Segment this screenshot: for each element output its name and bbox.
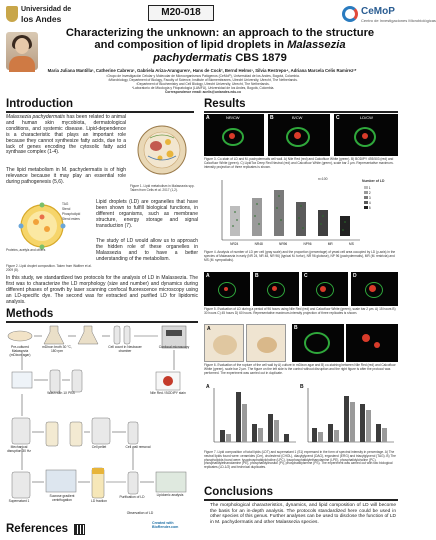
method-step-disruption: Mechanical disruption 30 Hz (7, 445, 31, 453)
figure-6-panel-a-disrupted (246, 324, 286, 362)
figure-2-legend-bottom: Proteins, acetyls and others (6, 248, 46, 252)
method-step-stain: Nile Red / BODIPY stain (150, 391, 186, 395)
figure-1-lipid-metabolism (130, 124, 194, 184)
figure-4-caption: Figure 4. Analysis of number of LD per cell (gray scale) and the proportion (percentage) of yeast cell area occupied by LD (y-axis) in the species of Malassezia in early (NR 24, NR 48, NR 96) (typical M. furfur), NR 96 globose), NP 96 (pachydermatis), MR (M. restricta) and MS (M. sympodialis). (204, 250, 396, 262)
figure-4-n: n=100 (318, 177, 328, 181)
qr-code-icon[interactable] (74, 524, 85, 535)
affiliation-4: ⁴Laboratorio de Micología y Fitopatología (LAMFU), Universidad de los Andes, Bogotá, Colombia. (131, 86, 275, 91)
method-step-confocal: Confocal microscopy (158, 345, 190, 349)
cemop-circle-icon (342, 6, 358, 22)
cemop-logo-subtitle: Centro de Investigaciones Microbiológicas (361, 18, 436, 23)
figure-4-x-labels: NR24 NR48 NR96 NP96 MR MS (230, 242, 354, 246)
method-step-purification: Purification of LD (119, 495, 145, 499)
method-step-preculture: Pre-cultured Malassezia (mDixon agar) (9, 345, 31, 357)
figure-4-legend-title: Number of LD (362, 179, 385, 183)
intro-paragraph-2: The lipid metabolism in M. pachydermatis is of high relevance because it may play an essential role during pathogenesis (5,6). (6, 167, 126, 185)
author-list: Maria Juliana Mantilla¹, Catherine Cabrera¹, Gabriela Ariza-Aranguren¹, Hans de Cock², Bernd Helms³, Silvia Restrepo⁴, Adriana Marcela Celis Ramirez¹* (47, 68, 357, 73)
title-line-2: and composition of lipid droplets in Malassezia (94, 39, 346, 52)
legend-phospholipid: Phospholipid (62, 212, 81, 216)
conclusions-text: The morphological characteristics, dynamics, and lipid composition of LD will become the basis for an in-depth analysis. The protocols standardized here could be used in other species of this genus. Further analyses can be used to disclose the function of LD in M. pachydermatis and other Malassezia species. (210, 503, 396, 526)
intro-paragraph-5: In this study, we standardized two protocols for the analysis of LD in Malassezia. The first was to characterize the LD morphology (size and number) and dynamics during different phases of growth by laser scanning confocal fluorescence microscopy using an LD-specific dye. The second was for extracted and purified LD for lipidomic analysis. (6, 275, 198, 305)
correspondence-email: Correspondence email: acelis@uniandes.edu.co (165, 90, 241, 95)
intro-paragraph-1: Malassezia pachydermatis has been related to animal and human skin mycobiota, dermatological conditions, and systemic disease. Lipid-dependence is a characteristic that plays an important role because they cannot synthesize fatty acids, due to a lack of genes encoding the cytosolic fatty acid synthase complex (1-4). (6, 114, 126, 156)
intro-paragraph-4: The study of LD would allow us to approach the hidden role of these organelles in Malassezia and to have a better understanding of the metabolism. (96, 238, 198, 262)
figure-7-label-b: B (300, 384, 304, 390)
figure-4-legend: 1 2 3 4 5 (364, 186, 394, 211)
figure-5-caption: Figure 5. Evaluation of LD during a period of 96 hours using Nile Red (red) and Calcofluor White (green), scale bar 2 µm. A) 15 hours B) 30 hours C) 45 hours D) 60 hours. Representative maximum-intensity projection of three replicates is shown. (204, 307, 396, 315)
title-line-1: Characterizing the unknown: an approach to the structure (65, 27, 375, 39)
figure-3-panel-b: B B/CW (268, 114, 330, 156)
figure-2-legend (62, 202, 92, 222)
figure-6-caption: Figure 6. Evaluation of the rupture of the cell wall by A) culture in mDixon agar and B) co-staining between Nile Red (red) and Calcofluor White (green), scale bar 2 µm. The figure on the left side is the control without disruption and the right figure is after the protocol was performed. The experiment was carried out in duplicate. (204, 363, 396, 375)
title-line-3: pachydermatis CBS 1879 (153, 51, 287, 64)
method-step-cell-count: Cell count in Neubauer chamber (108, 345, 142, 353)
method-step-lipidomics: Lipidomic analysis (156, 493, 184, 497)
university-name-line2: los Andes (21, 14, 62, 24)
university-logo (6, 5, 72, 27)
poster-title (44, 27, 396, 64)
method-label-cell-pellet: Cell pellet (91, 445, 107, 449)
figure-1-caption: Figure 1. Lipid metabolism in Malassezia spp. Taken from Celis et al. 2017 (1,2). (130, 184, 195, 192)
figure-7-caption: Figure 7. Lipid composition of total lipids (LDT) and supernatant 1 (S1) expressed in the form of spectral intensity in percentage. A) The neutral lipids found were: ceramides (Cer), cholesterol (CHOL), diacylglycerol (DAG), ergosterol (ERG) and triacylglycerol (TAG). B) The phospholipids found were: lysophosphatidylcholine (LPC), lysophosphatidylethanolamine (LPE), phosphatidylcholine (PC), phosphatidylethanolamine (PE), phosphatidylinositol (PI), phosphatidylserine (PS). The experiment was carried out with two biological replicates (LD-1/2) and technical duplicates. (204, 450, 396, 470)
method-label-supernatant: Supernatant 1 (8, 499, 30, 503)
figure-5-panel-d: D (351, 272, 398, 306)
method-step-wash: Wash with 1X PBS (47, 391, 75, 395)
method-label-ld-fraction: LD fraction (91, 499, 107, 503)
figure-5-panel-c: C (302, 272, 348, 306)
conclusions-heading: Conclusions (204, 486, 398, 501)
cemop-logo (340, 4, 436, 26)
figure-6-panel-a-control: A (204, 324, 244, 362)
figure-5-panel-b: B (253, 272, 299, 306)
poster-code: M20-018 (148, 5, 214, 21)
introduction-heading: Introduction (6, 98, 194, 113)
references-heading: References (6, 523, 69, 535)
method-label-observation: Observation of LD (126, 511, 154, 515)
legend-sterol: Sterol (62, 207, 71, 211)
figure-3-panel-a: A NR/CW (204, 114, 264, 156)
author-photo (6, 32, 38, 70)
affiliations (30, 74, 376, 94)
figure-6-panel-b-disrupted (346, 324, 398, 362)
intro-paragraph-3: Lipid droplets (LD) are organelles that have been shown to fulfill biological functions, in different organisms, such as membrane structure, energy storage and signal transduction (7). (96, 199, 198, 229)
legend-sterol-esters: Sterol esters (62, 217, 80, 221)
results-heading: Results (204, 98, 398, 113)
affiliation-2: ²Microbiology, Department of Biology, Faculty of Science, Institute of Biomembranes, Utrecht University, Utrecht, The Netherlands. (108, 78, 298, 83)
method-step-gradient: Sucrose gradient centrifugation (49, 494, 75, 502)
figure-7-lipid-composition (204, 384, 398, 450)
figure-5-panel-a: A (204, 272, 250, 306)
methods-heading: Methods (6, 308, 198, 323)
figure-2-caption: Figure 2. Lipid droplet composition. Taken from Walther et al. 2009 (8). (6, 264, 92, 272)
figure-3-caption: Figure 3. Co-stain of LD and M. pachydermatis cell wall. A) Nile Red (red) and Calcofluor White (green). B) BODIPY 493/503 (red) and Calcofluor White (green). C) LipidTox Deep Red Neutral (red) and Calcofluor White (green), scale bar 2 µm. Representative maximum-intensity projection of three replicates is shown. (204, 157, 394, 169)
affiliation-1: ¹Grupo de Investigación Celular y Molecular de Microorganismos Patógenos (CeMoP), Universidad de los Andes, Bogotá, Colombia. (106, 74, 300, 78)
biorender-credit: Created with BioRender.com (152, 521, 179, 529)
figure-7-label-a: A (206, 384, 210, 390)
university-shield-icon (6, 6, 18, 22)
figure-3-panel-c: C LD/CW (334, 114, 398, 156)
affiliation-3: ³Department of Biochemistry and Cell Biology, Utrecht University, Utrecht, The Netherlands. (136, 82, 270, 87)
method-label-cell-wall: Cell wall removal (125, 445, 151, 449)
cemop-logo-title: CeMoP (361, 6, 395, 17)
method-step-broth: mDixon broth 30 °C, 180 rpm (42, 345, 72, 353)
figure-6-panel-b-control: B (292, 324, 344, 362)
university-name-line1: Universidad de (21, 6, 72, 13)
legend-tag: TAG (62, 202, 69, 206)
